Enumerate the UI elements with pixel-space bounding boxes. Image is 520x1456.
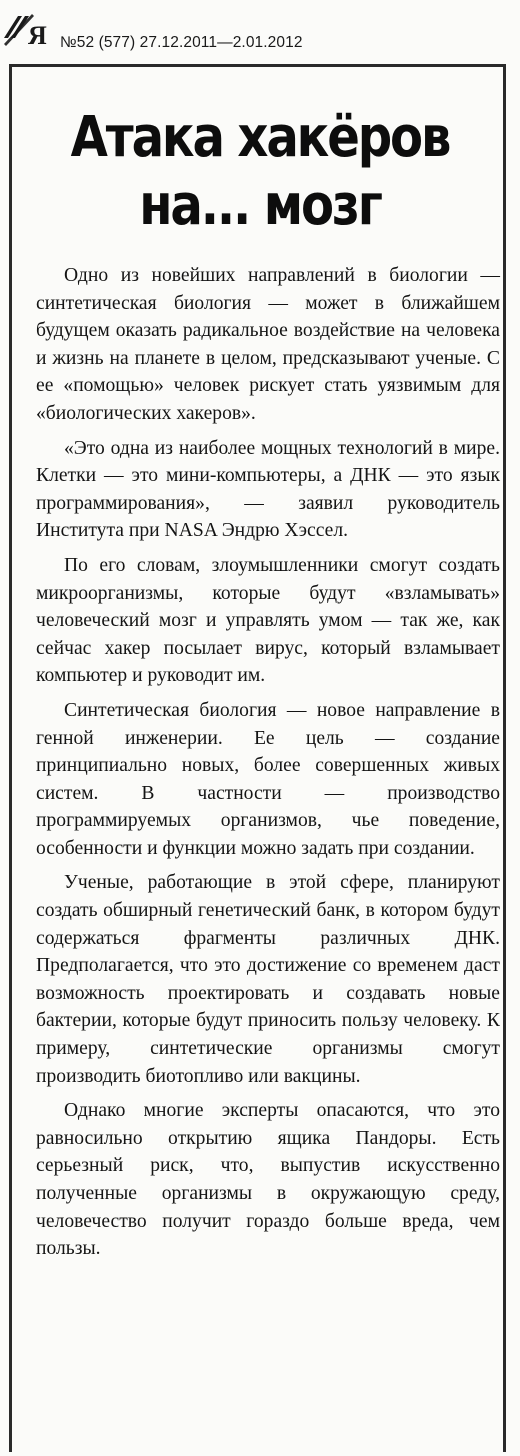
article-paragraph: «Это одна из наиболее мощных технологий в мире. Клетки — это мини-компьютеры, а ДНК — это язык программирования», — заявил руководитель Института при NASA Эндрю Хэссел. xyxy=(36,437,500,542)
article-paragraph: Синтетическая биология — новое направление в генной инженерии. Ее цель — создание принципиально новых, более совершенных живых систем. В частности — производство программируемых организмов, чье поведение, особенности и функции можно задать при создании. xyxy=(36,699,500,859)
newspaper-logo-letter: Я xyxy=(28,21,47,50)
issue-number-and-dates: №52 (577) 27.12.2011—2.01.2012 xyxy=(60,34,303,51)
article-paragraph: По его словам, злоумышленники смогут создать микроорганизмы, которые будут «взламывать» человеческий мозг и управлять умом — так же, как сейчас хакер посылает вирус, который взламывает компьютер и руководит им. xyxy=(36,554,500,687)
article-headline xyxy=(48,104,471,240)
article-body xyxy=(36,262,500,1263)
article-paragraph: Одно из новейших направлений в биологии — синтетическая биология — может в ближайшем будущем оказать радикальное воздействие на человека и жизнь на планете в целом, предсказывают ученые. С ее «помощью» человек рискует стать уязвимым для «биологических хакеров». xyxy=(36,265,500,424)
article-paragraph: Ученые, работающие в этой сфере, планируют создать обширный генетический банк, в котором будут содержаться фрагменты различных ДНК. Предполагается, что это достижение со временем даст возможность проектировать и создавать новые бактерии, которые будут приносить пользу человеку. К примеру, синтетические организмы смогут производить биотопливо или вакцины. xyxy=(36,872,500,1087)
headline-line-2: на... мозг xyxy=(139,173,381,238)
article-paragraph: Однако многие эксперты опасаются, что это равносильно открытию ящика Пандоры. Есть серьезный риск, что, выпустив искусственно полученные организмы в окружающую среду, человечество получит гораздо больше вреда, чем пользы. xyxy=(36,1100,500,1260)
headline-line-1: Атака хакёров xyxy=(70,105,450,170)
newspaper-header xyxy=(0,0,520,64)
newspaper-logo xyxy=(2,8,52,52)
